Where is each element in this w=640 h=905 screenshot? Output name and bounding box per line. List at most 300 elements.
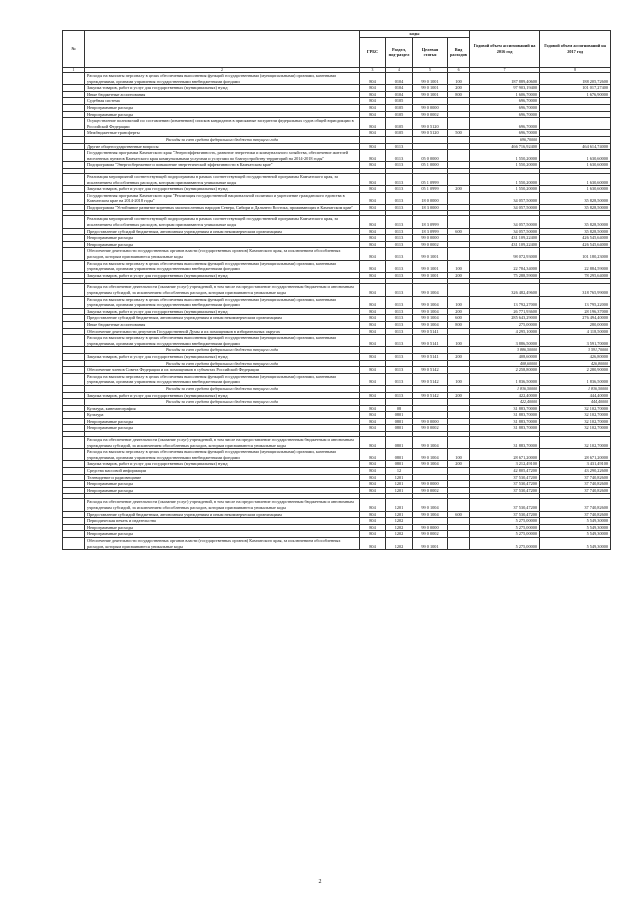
amount-2016-cell: 37 530,47200: [470, 481, 540, 488]
amount-2016-cell: 696,70000: [470, 136, 540, 143]
vid-cell: [448, 118, 470, 130]
amount-2017-cell: 37 740,82600: [540, 499, 611, 511]
razdel-cell: 0113: [386, 235, 413, 242]
number-cell: [63, 143, 85, 150]
amount-2016-cell: 431 109,22400: [470, 235, 540, 242]
number-cell: [63, 487, 85, 494]
note-row: [63, 399, 611, 406]
target-cell: 99 0 5141: [413, 353, 448, 360]
target-cell: 99 0 0000: [413, 104, 448, 111]
table-row: [63, 173, 611, 185]
razdel-cell: 0105: [386, 98, 413, 105]
amount-2016-cell: 3 886,50000: [470, 347, 540, 354]
number-cell: [63, 499, 85, 511]
razdel-cell: [386, 399, 413, 406]
number-cell: [63, 481, 85, 488]
target-cell: 99 0 0002: [413, 111, 448, 118]
target-cell: 99 0 1001: [413, 537, 448, 549]
target-cell: 99 0 1004: [413, 499, 448, 511]
amount-2017-cell: 3 431,49100: [540, 461, 611, 468]
target-cell: 99 0 1004: [413, 296, 448, 308]
table-row: [63, 531, 611, 538]
grbs-cell: 804: [360, 186, 386, 193]
description-cell: Иные бюджетные ассигнования: [85, 91, 360, 98]
number-cell: [63, 73, 85, 85]
col-2016-header: Годовой объем ассигнований на 2016 год: [470, 31, 540, 68]
budget-table: [62, 30, 611, 550]
table-row: [63, 392, 611, 399]
amount-2017-cell: 1 836,50000: [540, 373, 611, 385]
grbs-cell: 804: [360, 518, 386, 525]
amount-2016-cell: 5 275,00000: [470, 531, 540, 538]
target-cell: 99 0 1001: [413, 248, 448, 260]
description-cell: Расходы за счет средств федерального бюджета текущего года: [85, 347, 360, 354]
grbs-cell: 804: [360, 511, 386, 518]
description-cell: Закупка товаров, работ и услуг для государственных (муниципальных) нужд: [85, 272, 360, 279]
razdel-cell: 0801: [386, 437, 413, 449]
description-cell: Расходы на выплаты персоналу в целях обеспечения выполнения функций государственными (муниципальными) органами, казенными учреждениями, органами управления государственными внебюджетными фондами: [85, 296, 360, 308]
description-cell: Непрограммные расходы: [85, 481, 360, 488]
target-cell: 99 0 5141: [413, 335, 448, 347]
table-row: [63, 499, 611, 511]
razdel-cell: 1202: [386, 524, 413, 531]
number-cell: [63, 248, 85, 260]
amount-2016-cell: 31 883,70000: [470, 425, 540, 432]
description-cell: Расходы за счет средств федерального бюджета текущего года: [85, 399, 360, 406]
description-cell: Культура: [85, 412, 360, 419]
grbs-cell: 804: [360, 73, 386, 85]
vid-cell: [448, 347, 470, 354]
razdel-cell: 0113: [386, 373, 413, 385]
description-cell: Расходы за счет средств федерального бюджета текущего года: [85, 385, 360, 392]
description-cell: Непрограммные расходы: [85, 487, 360, 494]
amount-2016-cell: 275,00000: [470, 321, 540, 328]
amount-2017-cell: 35 828,50000: [540, 192, 611, 204]
grbs-cell: 804: [360, 412, 386, 419]
table-body: [63, 73, 611, 550]
amount-2016-cell: 98 072,93000: [470, 248, 540, 260]
number-cell: [63, 308, 85, 315]
razdel-cell: 1201: [386, 511, 413, 518]
vid-cell: 500: [448, 130, 470, 137]
number-cell: [63, 85, 85, 92]
razdel-cell: 1201: [386, 474, 413, 481]
number-cell: [63, 173, 85, 185]
target-cell: 99 0 0000: [413, 418, 448, 425]
razdel-cell: 0801: [386, 425, 413, 432]
vid-cell: [448, 235, 470, 242]
column-index: 2: [85, 67, 360, 72]
description-cell: Расходы на обеспечение деятельности (оказание услуг) учреждений, в том числе на предоставление государственным бюджетным и автономным учреждениям субсидий, за исключением обособленных расходов, которым присваиваются уникальные коды: [85, 499, 360, 511]
amount-2016-cell: 75 288,59000: [470, 272, 540, 279]
amount-2016-cell: 13 792,27000: [470, 296, 540, 308]
vid-cell: [448, 537, 470, 549]
target-cell: 99 0 5120: [413, 130, 448, 137]
vid-cell: [448, 437, 470, 449]
table-row: [63, 248, 611, 260]
number-cell: [63, 425, 85, 432]
vid-cell: [448, 468, 470, 475]
description-cell: Государственная программа Камчатского края "Энергоэффективность, развитие энергетики и коммунального хозяйства, обеспечение жителей населенных пунктов Камчатского края коммунальными услугами и услугами по благоустройству территорий на 2014-2018 годы": [85, 150, 360, 162]
table-row: [63, 111, 611, 118]
number-cell: [63, 449, 85, 461]
number-cell: [63, 335, 85, 347]
table-row: [63, 412, 611, 419]
number-cell: [63, 392, 85, 399]
amount-2017-cell: 35 828,50000: [540, 216, 611, 228]
col-vid-header: Вид расходов: [448, 37, 470, 67]
grbs-cell: 804: [360, 373, 386, 385]
grbs-cell: 804: [360, 487, 386, 494]
number-cell: [63, 98, 85, 105]
razdel-cell: 0113: [386, 367, 413, 374]
target-cell: 99 0 1004: [413, 284, 448, 296]
amount-2016-cell: 422,40000: [470, 392, 540, 399]
number-cell: [63, 104, 85, 111]
note-row: [63, 385, 611, 392]
razdel-cell: 0113: [386, 335, 413, 347]
razdel-cell: 0113: [386, 353, 413, 360]
amount-2016-cell: 26 771,93600: [470, 308, 540, 315]
amount-2016-cell: 37 530,47200: [470, 499, 540, 511]
razdel-cell: 1202: [386, 531, 413, 538]
razdel-cell: 0104: [386, 85, 413, 92]
amount-2017-cell: 37 740,82600: [540, 487, 611, 494]
note-row: [63, 360, 611, 367]
target-cell: [413, 347, 448, 354]
description-cell: Государственная программа Камчатского края "Реализация государственной национальной политики и укрепление гражданского единства в Камчатском крае на 2014-2018 годы": [85, 192, 360, 204]
vid-cell: [448, 162, 470, 169]
amount-2016-cell: 326 482,49600: [470, 284, 540, 296]
razdel-cell: 1201: [386, 481, 413, 488]
amount-2017-cell: [540, 136, 611, 143]
razdel-cell: 0113: [386, 296, 413, 308]
amount-2017-cell: 1 630,60000: [540, 186, 611, 193]
vid-cell: 100: [448, 335, 470, 347]
description-cell: Обеспечение деятельности депутатов Государственной Думы и их помощников в избирательных округах: [85, 328, 360, 335]
column-index: 6: [448, 67, 470, 72]
razdel-cell: 1202: [386, 537, 413, 549]
grbs-cell: 804: [360, 296, 386, 308]
description-cell: Закупка товаров, работ и услуг для государственных (муниципальных) нужд: [85, 186, 360, 193]
page-number: 2: [318, 879, 322, 885]
vid-cell: [448, 360, 470, 367]
number-cell: [63, 216, 85, 228]
amount-2016-cell: 1 550,20000: [470, 186, 540, 193]
number-cell: [63, 111, 85, 118]
table-row: [63, 192, 611, 204]
amount-2016-cell: 466 716,92400: [470, 143, 540, 150]
grbs-cell: 804: [360, 260, 386, 272]
razdel-cell: 0105: [386, 130, 413, 137]
description-cell: Реализация мероприятий соответствующей подпрограммы в рамках соответствующей государственной программы Камчатского края, за исключением обособленных расходов, которым присваиваются уникальные коды: [85, 173, 360, 185]
column-index: 4: [386, 67, 413, 72]
amount-2017-cell: 1 630,60000: [540, 173, 611, 185]
number-cell: [63, 186, 85, 193]
razdel-cell: 0801: [386, 461, 413, 468]
table-row: [63, 143, 611, 150]
target-cell: 18 3 0999: [413, 216, 448, 228]
amount-2017-cell: [540, 118, 611, 130]
table-row: [63, 511, 611, 518]
amount-2016-cell: 696,70000: [470, 130, 540, 137]
razdel-cell: 0113: [386, 216, 413, 228]
description-cell: Непрограммные расходы: [85, 235, 360, 242]
grbs-cell: 804: [360, 531, 386, 538]
vid-cell: [448, 531, 470, 538]
vid-cell: 600: [448, 315, 470, 322]
razdel-cell: 0801: [386, 418, 413, 425]
vid-cell: [448, 328, 470, 335]
number-cell: [63, 260, 85, 272]
target-cell: 05 1 0999: [413, 186, 448, 193]
vid-cell: [448, 418, 470, 425]
table-row: [63, 353, 611, 360]
amount-2017-cell: 426,80000: [540, 353, 611, 360]
description-cell: Предоставление субсидий бюджетным, автономным учреждениям и иным некоммерческим организациям: [85, 315, 360, 322]
target-cell: [413, 385, 448, 392]
target-cell: [413, 468, 448, 475]
amount-2016-cell: 187 889,40600: [470, 73, 540, 85]
amount-2016-cell: 696,70000: [470, 111, 540, 118]
grbs-cell: [360, 385, 386, 392]
table-row: [63, 321, 611, 328]
number-cell: [63, 524, 85, 531]
description-cell: Другие общегосударственные вопросы: [85, 143, 360, 150]
amount-2016-cell: 37 530,47200: [470, 474, 540, 481]
vid-cell: [448, 173, 470, 185]
target-cell: 99 0 5142: [413, 392, 448, 399]
grbs-cell: 804: [360, 235, 386, 242]
grbs-cell: 804: [360, 425, 386, 432]
col-target-header: Целевая статья: [413, 37, 448, 67]
amount-2016-cell: 31 883,70000: [470, 405, 540, 412]
target-cell: 05 0 0000: [413, 150, 448, 162]
target-cell: 18 0 0000: [413, 192, 448, 204]
description-cell: Непрограммные расходы: [85, 524, 360, 531]
amount-2017-cell: 1 630,60000: [540, 150, 611, 162]
razdel-cell: [386, 136, 413, 143]
vid-cell: 200: [448, 186, 470, 193]
razdel-cell: 0113: [386, 284, 413, 296]
table-row: [63, 449, 611, 461]
table-row: [63, 328, 611, 335]
vid-cell: [448, 524, 470, 531]
description-cell: Закупка товаров, работ и услуг для государственных (муниципальных) нужд: [85, 392, 360, 399]
grbs-cell: 804: [360, 204, 386, 211]
target-cell: 99 0 5120: [413, 118, 448, 130]
number-cell: [63, 315, 85, 322]
vid-cell: 200: [448, 353, 470, 360]
amount-2017-cell: 464 614,74000: [540, 143, 611, 150]
table-row: [63, 284, 611, 296]
note-row: [63, 347, 611, 354]
number-cell: [63, 296, 85, 308]
header-row-codes: [63, 31, 611, 38]
amount-2016-cell: 31 883,70000: [470, 412, 540, 419]
razdel-cell: 0113: [386, 321, 413, 328]
grbs-cell: 804: [360, 111, 386, 118]
vid-cell: [448, 481, 470, 488]
description-cell: Подпрограмма "Энергосбережение и повышение энергетической эффективности в Камчатском крае": [85, 162, 360, 169]
description-cell: Реализация мероприятий соответствующей подпрограммы в рамках соответствующей государственной программы Камчатского края, за исключением обособленных расходов, которым присваиваются уникальные коды: [85, 216, 360, 228]
number-cell: [63, 474, 85, 481]
amount-2017-cell: 32 102,70000: [540, 425, 611, 432]
amount-2016-cell: 31 883,70000: [470, 418, 540, 425]
amount-2017-cell: 1 676,90000: [540, 91, 611, 98]
target-cell: 99 0 1001: [413, 85, 448, 92]
table-row: [63, 487, 611, 494]
razdel-cell: 0113: [386, 260, 413, 272]
description-cell: Закупка товаров, работ и услуг для государственных (муниципальных) нужд: [85, 353, 360, 360]
amount-2017-cell: 22 884,59000: [540, 260, 611, 272]
vid-cell: [448, 367, 470, 374]
razdel-cell: 1201: [386, 499, 413, 511]
vid-cell: [448, 111, 470, 118]
number-cell: [63, 412, 85, 419]
amount-2016-cell: 1 836,50000: [470, 373, 540, 385]
amount-2016-cell: 4 295,10000: [470, 328, 540, 335]
amount-2017-cell: 188 205,72600: [540, 73, 611, 85]
vid-cell: [448, 412, 470, 419]
amount-2016-cell: 34 057,50000: [470, 192, 540, 204]
razdel-cell: 0113: [386, 186, 413, 193]
number-cell: [63, 328, 85, 335]
number-cell: [63, 437, 85, 449]
target-cell: 99 0 1004: [413, 315, 448, 322]
target-cell: [413, 474, 448, 481]
table-row: [63, 216, 611, 228]
amount-2016-cell: 5 275,00000: [470, 524, 540, 531]
razdel-cell: 0113: [386, 315, 413, 322]
grbs-cell: 804: [360, 98, 386, 105]
target-cell: 99 0 1001: [413, 73, 448, 85]
description-cell: Закупка товаров, работ и услуг для государственных (муниципальных) нужд: [85, 85, 360, 92]
description-cell: Подпрограмма "Устойчивое развитие коренных малочисленных народов Севера, Сибири и Дальнего Востока, проживающих в Камчатском крае": [85, 204, 360, 211]
target-cell: [413, 405, 448, 412]
grbs-cell: 804: [360, 192, 386, 204]
target-cell: 99 0 5141: [413, 328, 448, 335]
target-cell: 99 0 1004: [413, 308, 448, 315]
description-cell: Расходы на выплаты персоналу в целях обеспечения выполнения функций государственными (муниципальными) органами, казенными учреждениями, органами управления государственными внебюджетными фондами: [85, 449, 360, 461]
table-row: [63, 481, 611, 488]
amount-2016-cell: 3 886,50000: [470, 335, 540, 347]
razdel-cell: 0113: [386, 392, 413, 399]
vid-cell: [448, 192, 470, 204]
target-cell: 99 0 1004: [413, 511, 448, 518]
number-cell: [63, 272, 85, 279]
target-cell: 99 0 1001: [413, 272, 448, 279]
table-row: [63, 461, 611, 468]
amount-2016-cell: 3 212,49100: [470, 461, 540, 468]
table-row: [63, 104, 611, 111]
number-cell: [63, 385, 85, 392]
razdel-cell: 0113: [386, 150, 413, 162]
razdel-cell: 0105: [386, 118, 413, 130]
target-cell: 99 0 0002: [413, 241, 448, 248]
table-row: [63, 537, 611, 549]
razdel-cell: 0113: [386, 204, 413, 211]
grbs-cell: 804: [360, 118, 386, 130]
table-row: [63, 73, 611, 85]
number-cell: [63, 373, 85, 385]
amount-2016-cell: 37 530,47200: [470, 487, 540, 494]
target-cell: 99 0 5142: [413, 373, 448, 385]
amount-2017-cell: 35 828,50000: [540, 228, 611, 235]
vid-cell: 100: [448, 373, 470, 385]
description-cell: Непрограммные расходы: [85, 241, 360, 248]
target-cell: 99 0 0000: [413, 524, 448, 531]
vid-cell: [448, 241, 470, 248]
table-row: [63, 373, 611, 385]
amount-2017-cell: 32 102,70000: [540, 405, 611, 412]
amount-2016-cell: 696,70000: [470, 104, 540, 111]
description-cell: Иные бюджетные ассигнования: [85, 321, 360, 328]
grbs-cell: 804: [360, 130, 386, 137]
grbs-cell: 804: [360, 328, 386, 335]
column-index: 7: [470, 67, 540, 72]
razdel-cell: 0113: [386, 272, 413, 279]
amount-2016-cell: 431 109,22400: [470, 241, 540, 248]
amount-2016-cell: 28 671,20000: [470, 449, 540, 461]
razdel-cell: [386, 360, 413, 367]
table-row: [63, 235, 611, 242]
table-row: [63, 468, 611, 475]
description-cell: Непрограммные расходы: [85, 425, 360, 432]
vid-cell: 200: [448, 85, 470, 92]
table-row: [63, 418, 611, 425]
razdel-cell: 0113: [386, 173, 413, 185]
grbs-cell: 804: [360, 241, 386, 248]
vid-cell: 100: [448, 449, 470, 461]
vid-cell: 600: [448, 511, 470, 518]
amount-2017-cell: 1 630,60000: [540, 162, 611, 169]
vid-cell: [448, 499, 470, 511]
number-cell: [63, 518, 85, 525]
amount-2017-cell: 101 017,27400: [540, 85, 611, 92]
razdel-cell: 08: [386, 405, 413, 412]
description-cell: Межбюджетные трансферты: [85, 130, 360, 137]
number-cell: [63, 150, 85, 162]
grbs-cell: 804: [360, 321, 386, 328]
amount-2016-cell: 408,60000: [470, 353, 540, 360]
amount-2017-cell: 318 765,99000: [540, 284, 611, 296]
number-cell: [63, 235, 85, 242]
vid-cell: [448, 143, 470, 150]
table-row: [63, 85, 611, 92]
amount-2017-cell: 5 549,30000: [540, 518, 611, 525]
budget-table-page: [62, 30, 610, 550]
amount-2017-cell: 101 180,23000: [540, 248, 611, 260]
grbs-cell: 804: [360, 405, 386, 412]
amount-2017-cell: [540, 98, 611, 105]
razdel-cell: 1201: [386, 487, 413, 494]
amount-2016-cell: 1 550,20000: [470, 173, 540, 185]
description-cell: Культура, кинематография: [85, 405, 360, 412]
table-row: [63, 518, 611, 525]
amount-2016-cell: 42 805,47200: [470, 468, 540, 475]
description-cell: Расходы на обеспечение деятельности (оказание услуг) учреждений, в том числе на предоставление государственным бюджетным и автономным учреждениям субсидий, за исключением обособленных расходов, которым присваиваются уникальные коды: [85, 284, 360, 296]
amount-2017-cell: 28 196,37000: [540, 308, 611, 315]
amount-2017-cell: 35 828,50000: [540, 204, 611, 211]
grbs-cell: 804: [360, 481, 386, 488]
target-cell: [413, 143, 448, 150]
number-cell: [63, 162, 85, 169]
description-cell: Судебная система: [85, 98, 360, 105]
grbs-cell: 804: [360, 461, 386, 468]
table-row: [63, 405, 611, 412]
column-index: 1: [63, 67, 85, 72]
